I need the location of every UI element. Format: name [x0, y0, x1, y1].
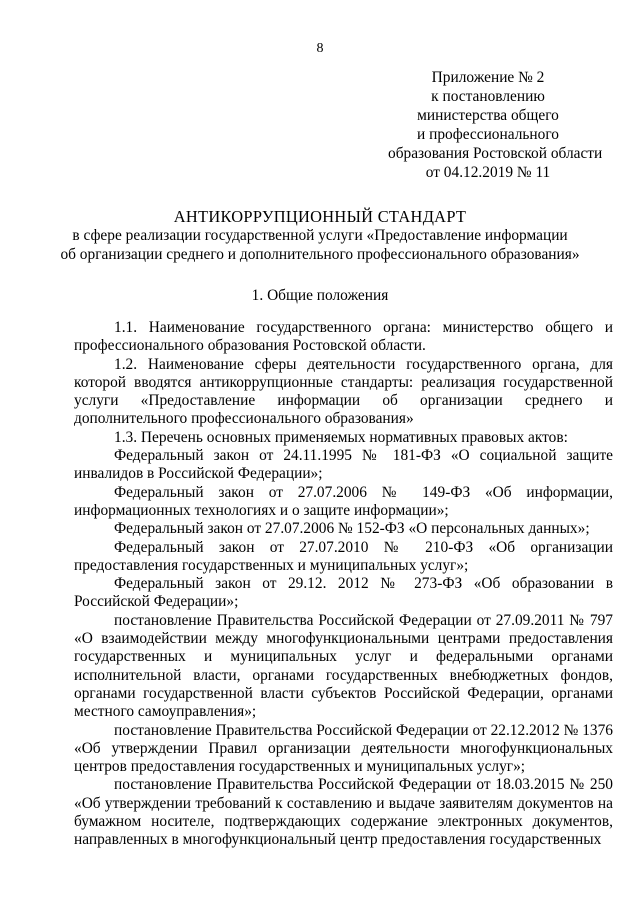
- paragraph: Федеральный закон от 27.07.2006 № 149-ФЗ «Об информации, информационных технологиях и о защите информации»;: [74, 483, 613, 519]
- appendix-line: от 04.12.2019 № 11: [425, 164, 551, 181]
- document-title: АНТИКОРРУПЦИОННЫЙ СТАНДАРТ: [173, 207, 467, 226]
- appendix-line: образования Ростовской области: [388, 145, 603, 162]
- appendix-reference: [388, 68, 603, 182]
- section-heading: 1. Общие положения: [251, 287, 389, 304]
- page-number: 8: [316, 41, 324, 56]
- paragraph: 1.2. Наименование сферы деятельности государственного органа, для которой вводятся антикоррупционные стандарты: реализация государственной услуги «Предоставление информации об организации среднего и дополнительного профессионального образования»: [74, 355, 613, 428]
- paragraph: 1.1. Наименование государственного органа: министерство общего и профессионального образования Ростовской области.: [74, 319, 613, 355]
- appendix-line: министерства общего: [417, 107, 559, 124]
- document-subtitle-line: об организации среднего и дополнительного профессионального образования»: [60, 246, 580, 263]
- body-text: [74, 319, 613, 850]
- paragraph: Федеральный закон от 24.11.1995 № 181-ФЗ «О социальной защите инвалидов в Российской Федерации»;: [74, 447, 613, 483]
- paragraph: Федеральный закон от 27.07.2006 № 152-ФЗ «О персональных данных»;: [114, 520, 590, 538]
- appendix-line: Приложение № 2: [431, 69, 545, 86]
- paragraph: постановление Правительства Российской Федерации от 18.03.2015 № 250 «Об утверждении требований к составлению и выдаче заявителям документов на бумажном носителе, подтверждающих содержание электронных документов, направленных в многофункциональный центр предоставления государственных: [74, 776, 613, 849]
- document-title-block: [0, 207, 640, 264]
- document-subtitle-line: в сфере реализации государственной услуги «Предоставление информации: [72, 227, 568, 244]
- paragraph: 1.3. Перечень основных применяемых нормативных правовых актов:: [114, 428, 568, 446]
- paragraph: постановление Правительства Российской Федерации от 27.09.2011 № 797 «О взаимодействии между многофункциональными центрами предоставления государственных и муниципальных услуг и федеральными органами исполнительной власти, органами государственных внебюджетных фондов, органами государственной власти субъектов Российской Федерации, органами местного самоуправления»;: [74, 611, 613, 721]
- paragraph: постановление Правительства Российской Федерации от 22.12.2012 № 1376 «Об утверждении Правил организации деятельности многофункциональных центров предоставления государственных и муниципальных услуг»;: [74, 721, 613, 776]
- appendix-line: и профессионального: [417, 126, 559, 143]
- paragraph: Федеральный закон от 29.12. 2012 № 273-ФЗ «Об образовании в Российской Федерации»;: [74, 575, 613, 611]
- paragraph: Федеральный закон от 27.07.2010 № 210-ФЗ «Об организации предоставления государственных и муниципальных услуг»;: [74, 538, 613, 574]
- appendix-line: к постановлению: [431, 88, 545, 105]
